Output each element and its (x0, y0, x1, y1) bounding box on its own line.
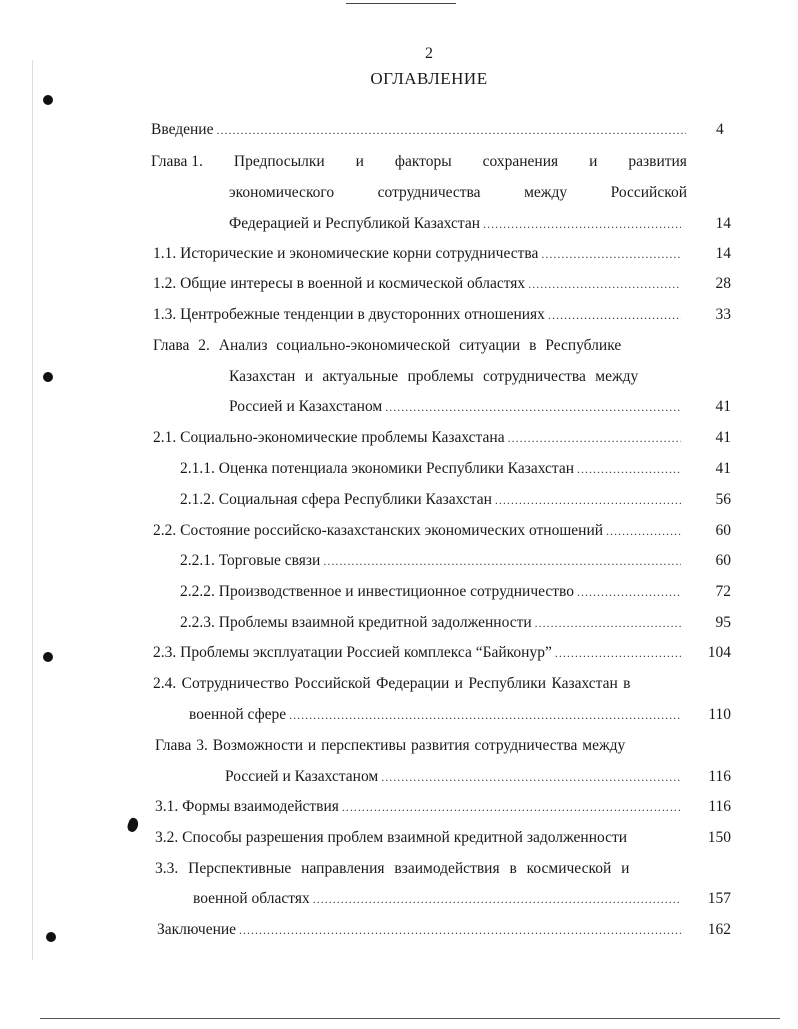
toc-entry-3-2: 3.2. Способы разрешения проблем взаимной кредитной задолженности 150 (155, 829, 731, 846)
toc-entry-2-2: 2.2. Состояние российско-казахстанских экономических отношений ..... 60 (153, 521, 731, 541)
toc-entry-chapter-3: Глава 3. Возможности и перспективы развития сотрудничества между (155, 737, 626, 754)
page-number: 2 (425, 45, 433, 62)
toc-entry-chapter-1-line-2: экономического сотрудничества между Российской (229, 184, 687, 201)
toc-entry-2-2-2: 2.2.2. Производственное и инвестиционное сотрудничество ..... 72 (180, 582, 731, 602)
toc-entry-intro: Введение ..... 4 (151, 120, 746, 140)
toc-entry-2-4: 2.4. Сотрудничество Российской Федерации и Республики Казахстан в (153, 675, 631, 692)
toc-entry-chapter-1: Глава 1. Предпосылки и факторы сохранения и развития (151, 153, 687, 170)
toc-entry-chapter-3-line-2: Россией и Казахстаном ..... 116 (225, 767, 731, 787)
bottom-rule (40, 1018, 780, 1019)
page-title: ОГЛАВЛЕНИЕ (370, 69, 488, 88)
toc-entry-2-4-line-2: военной сфере ..... 110 (189, 705, 731, 725)
toc-entry-conclusion: Заключение ..... 162 (157, 920, 731, 940)
toc-entry-2-3: 2.3. Проблемы эксплуатации Россией комплекса “Байконур” ..... 104 (153, 643, 731, 663)
toc-entry-2-1-2: 2.1.2. Социальная сфера Республики Казахстан ..... 56 (180, 490, 731, 510)
toc-entry-chapter-2-line-2: Казахстан и актуальные проблемы сотрудничества между (229, 368, 639, 385)
toc-entry-chapter-2-line-3: Россией и Казахстаном ..... 41 (229, 397, 731, 417)
toc-entry-2-2-1: 2.2.1. Торговые связи ..... 60 (180, 551, 731, 571)
toc-entry-2-1-1: 2.1.1. Оценка потенциала экономики Республики Казахстан ..... 41 (180, 459, 731, 479)
toc-entry-2-1: 2.1. Социально-экономические проблемы Казахстана ..... 41 (153, 428, 731, 448)
toc-entry-3-1: 3.1. Формы взаимодействия ..... 116 (155, 797, 731, 817)
toc-entry-2-2-3: 2.2.3. Проблемы взаимной кредитной задолженности ..... 95 (180, 613, 731, 633)
toc-entry-1-1: 1.1. Исторические и экономические корни сотрудничества ..... 14 (153, 244, 731, 264)
toc-entry-chapter-1-line-3: Федерацией и Республикой Казахстан ..... 14 (229, 214, 731, 234)
toc-entry-3-3: 3.3. Перспективные направления взаимодействия в космической и (155, 860, 630, 877)
toc-entry-chapter-2: Глава 2. Анализ социально-экономической ситуации в Республике (153, 337, 622, 354)
toc-entry-1-2: 1.2. Общие интересы в военной и космической областях ..... 28 (153, 274, 731, 294)
toc-entry-1-3: 1.3. Центробежные тенденции в двусторонних отношениях ..... 33 (153, 305, 731, 325)
toc-entry-3-3-line-2: военной областях ..... 157 (193, 889, 731, 909)
